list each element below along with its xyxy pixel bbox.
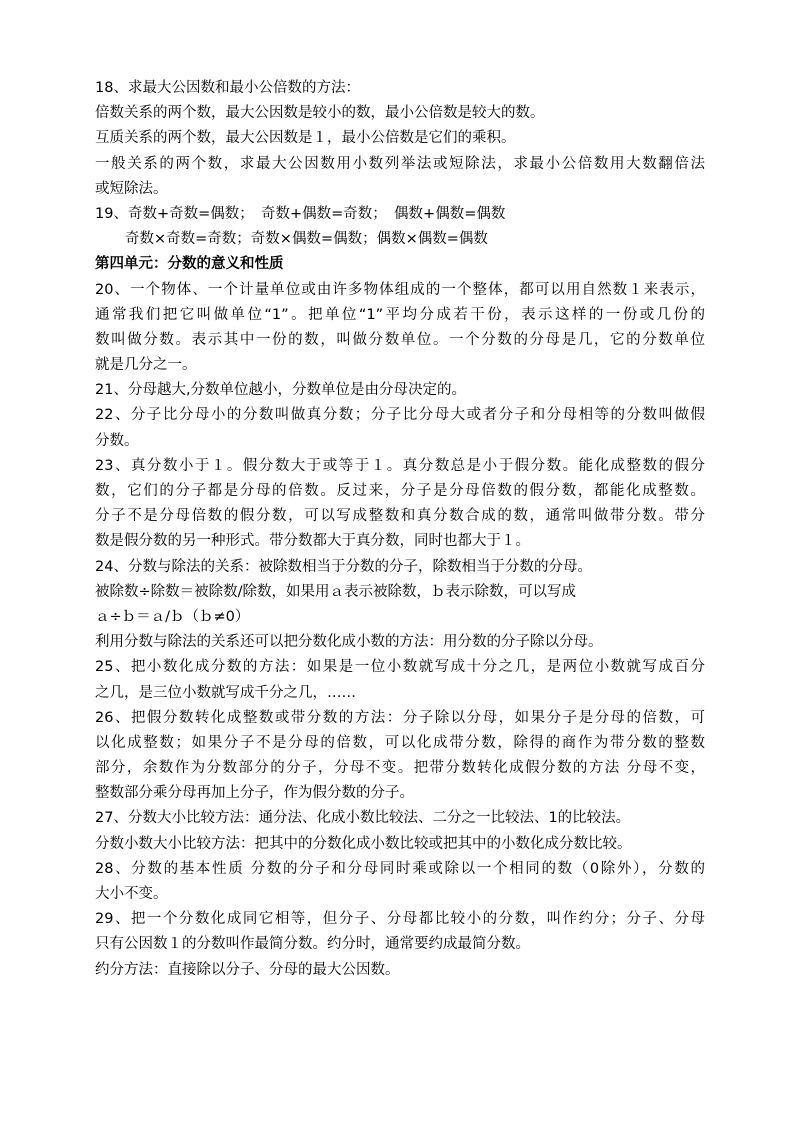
text-line: 分子不是分母倍数的假分数，可以写成整数和真分数合成的数，通常叫做带分数。带分 [95, 508, 705, 525]
text-line: 数叫做分数。表示其中一份的数，叫做分数单位。一个分数的分母是几，它的分数单位 [95, 331, 705, 348]
text-line: 就是几分之一。 [95, 357, 197, 374]
text-line: 通常我们把它叫做单位“1”。把单位“1”平均分成若干份，表示这样的一份或几份的 [95, 306, 705, 323]
item-18-title: 18、求最大公因数和最小公倍数的方法： [95, 80, 360, 96]
unit-four-heading: 第四单元：分数的意义和性质 [95, 256, 284, 273]
text-line: 部分，余数作为分数部分的分子，分母不变。把带分数转化成假分数的方法 分母不变， [95, 760, 705, 777]
text-line: 之几，是三位小数就写成千分之几，…… [95, 684, 356, 701]
text-line: 24、分数与除法的关系：被除数相当于分数的分子，除数相当于分数的分母。 [95, 558, 592, 575]
text-line: 21、分母越大,分数单位越小，分数单位是由分母决定的。 [95, 382, 467, 399]
text-line: 大小不变。 [95, 886, 168, 902]
text-line: 只有公因数１的分数叫作最简分数。约分时，通常要约成最简分数。 [95, 936, 530, 953]
text-line: 28、分数的基本性质 分数的分子和分母同时乘或除以一个相同的数（0除外），分数的 [95, 860, 705, 877]
text-line: 互质关系的两个数，最大公因数是１，最小公倍数是它们的乘积。 [95, 130, 516, 147]
item-19-line-2: 奇数×奇数=奇数；奇数×偶数=偶数；偶数×偶数=偶数 [125, 231, 488, 248]
text-line: 26、把假分数转化成整数或带分数的方法：分子除以分母，如果分子是分母的倍数，可 [95, 709, 705, 726]
text-line: 23、真分数小于１。假分数大于或等于１。真分数总是小于假分数。能化成整数的假分 [95, 457, 705, 474]
text-line: 分数。 [95, 432, 139, 449]
text-line: 或短除法。 [95, 180, 168, 197]
text-line: 22、分子比分母小的分数叫做真分数；分子比分母大或者分子和分母相等的分数叫做假 [95, 407, 705, 424]
text-line: 数是假分数的另一种形式。带分数都大于真分数，同时也都大于１。 [95, 533, 530, 550]
text-line: 分数小数大小比较方法：把其中的分数化成小数比较或把其中的小数化成分数比较。 [95, 835, 632, 852]
text-line: 整数部分乘分母再加上分子，作为假分数的分子。 [95, 785, 414, 802]
text-line: 数，它们的分子都是分母的倍数。反过来，分子是分母倍数的假分数，都能化成整数。 [95, 483, 705, 499]
text-line: 倍数关系的两个数，最大公因数是较小的数，最小公倍数是较大的数。 [95, 105, 545, 122]
text-line: 利用分数与除法的关系还可以把分数化成小数的方法：用分数的分子除以分母。 [95, 634, 603, 651]
text-line: 以化成整数；如果分子不是分母的倍数，可以化成带分数，除得的商作为带分数的整数 [95, 734, 705, 751]
text-line: 被除数÷除数＝被除数/除数，如果用ａ表示被除数，ｂ表示除数，可以写成 [95, 583, 577, 600]
formula-line: ａ÷ｂ＝ａ/ｂ（ｂ≠0） [95, 608, 250, 625]
text-line: 一般关系的两个数，求最大公因数用小数列举法或短除法，求最小公倍数用大数翻倍法 [95, 155, 705, 172]
text-line: 约分方法：直接除以分子、分母的最大公因数。 [95, 961, 400, 978]
item-19-line: 19、奇数+奇数=偶数； 奇数+偶数=奇数； 偶数+偶数=偶数 [95, 205, 506, 222]
document-page [95, 76, 705, 983]
text-line: 20、一个物体、一个计量单位或由许多物体组成的一个整体，都可以用自然数１来表示， [95, 281, 705, 298]
text-line: 25、把小数化成分数的方法：如果是一位小数就写成十分之几，是两位小数就写成百分 [95, 659, 705, 676]
text-line: 27、分数大小比较方法：通分法、化成小数比较法、二分之一比较法、1的比较法。 [95, 810, 631, 827]
text-line: 29、把一个分数化成同它相等，但分子、分母都比较小的分数，叫作约分；分子、分母 [95, 911, 705, 928]
